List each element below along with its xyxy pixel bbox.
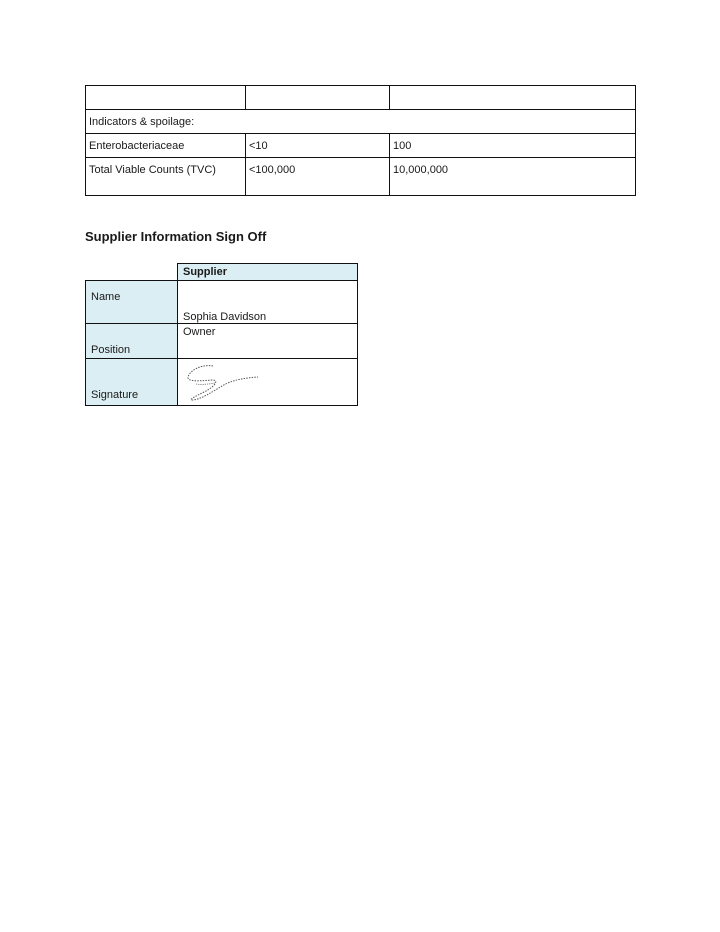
section-heading: Supplier Information Sign Off xyxy=(85,229,267,244)
target-cell: <100,000 xyxy=(246,158,390,196)
signoff-header-row xyxy=(86,264,358,281)
parameter-cell: Enterobacteriaceae xyxy=(86,134,246,158)
signoff-signature-row xyxy=(86,359,358,406)
limit-cell: 100 xyxy=(390,134,636,158)
position-value: Owner xyxy=(178,324,358,359)
supplier-column-header: Supplier xyxy=(178,264,358,281)
table-row xyxy=(86,158,636,196)
signature-label: Signature xyxy=(86,359,178,406)
signature-cell xyxy=(178,359,358,406)
signoff-name-row xyxy=(86,281,358,324)
microbiology-spec-table xyxy=(85,85,636,196)
table-row xyxy=(86,110,636,134)
section-label-cell: Indicators & spoilage: xyxy=(86,110,636,134)
name-value: Sophia Davidson xyxy=(178,281,358,324)
parameter-cell: Total Viable Counts (TVC) xyxy=(86,158,246,196)
table-cell xyxy=(86,86,246,110)
name-label: Name xyxy=(86,281,178,324)
blank-corner-cell xyxy=(86,264,178,281)
position-label: Position xyxy=(86,324,178,359)
table-cell xyxy=(390,86,636,110)
signoff-table xyxy=(85,263,358,406)
handwritten-signature-icon xyxy=(182,362,266,402)
signoff-position-row xyxy=(86,324,358,359)
table-row xyxy=(86,134,636,158)
table-cell xyxy=(246,86,390,110)
limit-cell: 10,000,000 xyxy=(390,158,636,196)
target-cell: <10 xyxy=(246,134,390,158)
table-row xyxy=(86,86,636,110)
